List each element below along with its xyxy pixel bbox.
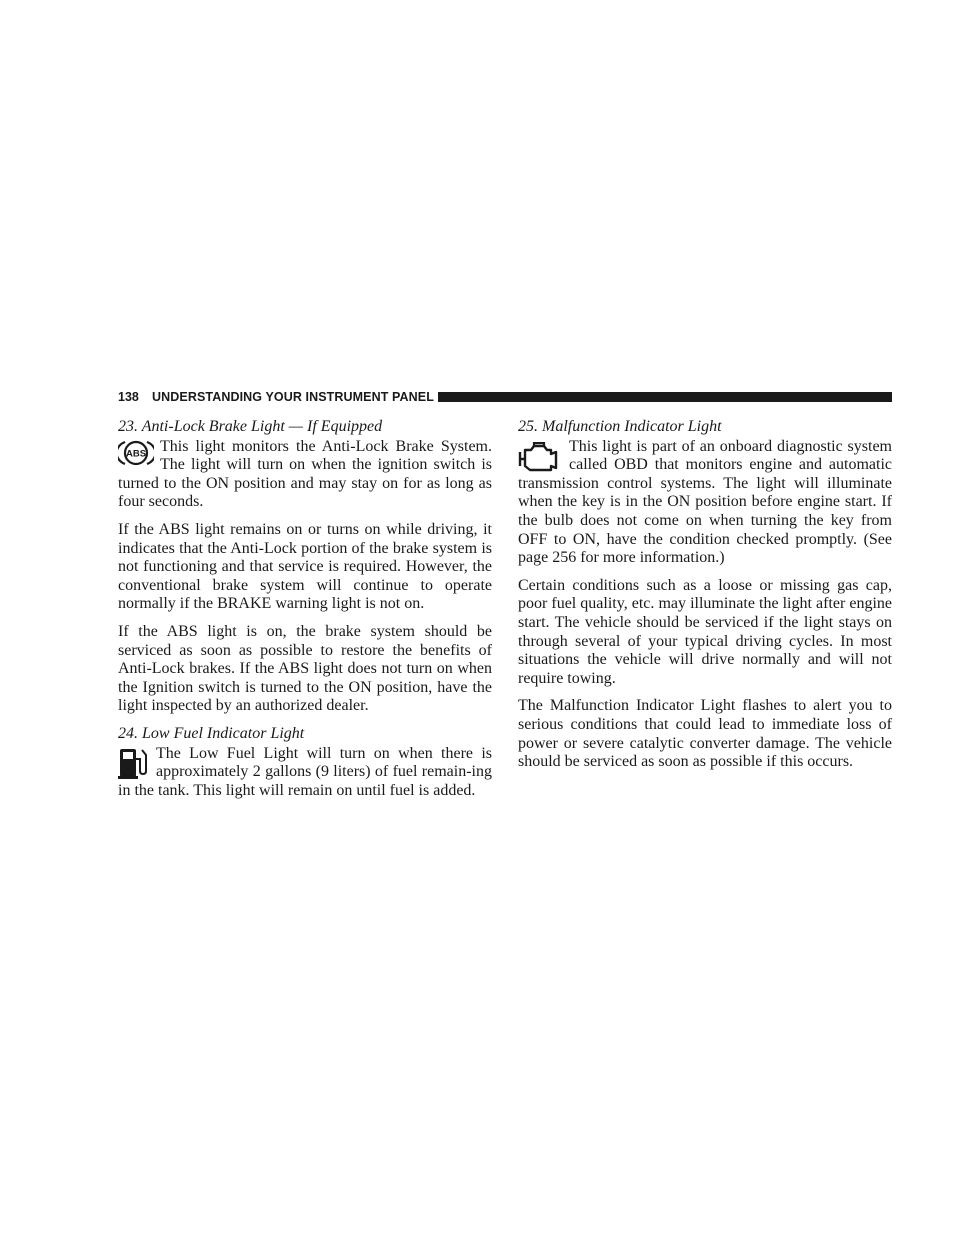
abs-paragraph-1: This light monitors the Anti-Lock Brake System. The light will turn on when the ignition switch is turned to the ON position and may stay on for as long as four seconds. (118, 437, 492, 511)
section-title: UNDERSTANDING YOUR INSTRUMENT PANEL (152, 390, 434, 404)
abs-warning-icon (118, 438, 154, 468)
low-fuel-block (118, 745, 492, 801)
abs-paragraph-3: If the ABS light is on, the brake system should be serviced as soon as possible to restore the benefits of Anti-Lock brakes. If the ABS light does not turn on when the Ignition switch is turned to the ON position, have the light inspected by an authorized dealer. (118, 622, 492, 715)
abs-intro-block (118, 438, 492, 512)
right-column (518, 418, 892, 781)
check-engine-icon (518, 442, 562, 474)
page-header (118, 390, 892, 404)
page-number: 138 (118, 390, 139, 404)
mil-heading: 25. Malfunction Indicator Light (518, 418, 722, 435)
low-fuel-paragraph: The Low Fuel Light will turn on when there is approximately 2 gallons (9 liters) of fuel remain-ing in the tank. This light will remain on until fuel is added. (118, 744, 492, 799)
abs-heading: 23. Anti-Lock Brake Light — If Equipped (118, 418, 383, 435)
header-rule (438, 392, 892, 402)
mil-paragraph-1: This light is part of an onboard diagnostic system called OBD that monitors engine and automatic transmission control systems. The light will illuminate when the key is in the ON position before engine start. If the bulb does not come on when turning the key from OFF to ON, have the condition checked promptly. (See page 256 for more information.) (518, 437, 892, 567)
mil-intro-block (518, 438, 892, 568)
left-column (118, 418, 492, 809)
mil-paragraph-3: The Malfunction Indicator Light flashes to alert you to serious conditions that could lead to immediate loss of power or severe catalytic converter damage. The vehicle should be serviced as soon as possible if this occurs. (518, 697, 892, 771)
fuel-pump-icon (118, 745, 148, 779)
low-fuel-heading: 24. Low Fuel Indicator Light (118, 724, 305, 742)
mil-paragraph-2: Certain conditions such as a loose or missing gas cap, poor fuel quality, etc. may illuminate the light after engine start. The vehicle should be serviced if the light stays on through several of your typical driving cycles. In most situations the vehicle will drive normally and will not require towing. (518, 576, 892, 687)
svg-text:ABS: ABS (125, 448, 147, 460)
abs-paragraph-2: If the ABS light remains on or turns on while driving, it indicates that the Anti-Lock portion of the brake system is not functioning and that service is required. However, the conventional brake system will continue to operate normally if the BRAKE warning light is not on. (118, 520, 492, 613)
